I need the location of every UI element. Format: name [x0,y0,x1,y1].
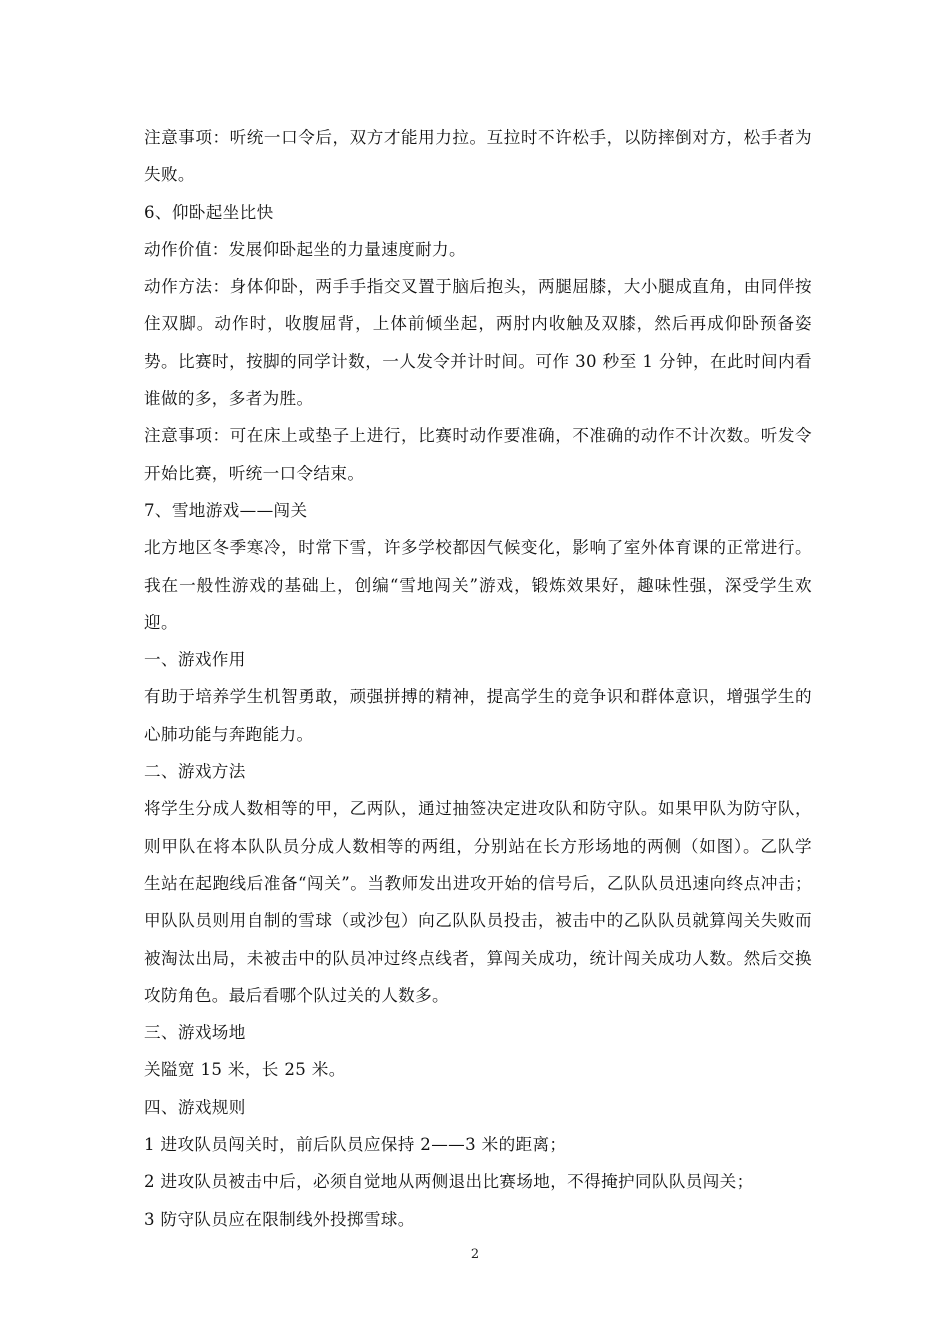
paragraph-game-purpose: 有助于培养学生机智勇敢，顽强拼搏的精神，提高学生的竞争识和群体意识，增强学生的心肺功能与奔跑能力。 [144,687,812,744]
subheading-game-field: 三、游戏场地 [144,1023,246,1043]
paragraph-notes-tug: 注意事项：听统一口令后，双方才能用力拉。互拉时不许松手，以防摔倒对方，松手者为失败。 [144,128,812,185]
paragraph-snow-intro: 北方地区冬季寒冷，时常下雪，许多学校都因气候变化，影响了室外体育课的正常进行。我在一般性游戏的基础上，创编“雪地闯关”游戏，锻炼效果好，趣味性强，深受学生欢迎。 [144,538,812,632]
subheading-game-method: 二、游戏方法 [144,762,246,782]
paragraph-action-method: 动作方法：身体仰卧，两手手指交叉置于脑后抱头，两腿屈膝，大小腿成直角，由同伴按住双脚。动作时，收腹屈背，上体前倾坐起，两肘内收触及双膝，然后再成仰卧预备姿势。比赛时，按脚的同学计数，一人发令并计时间。可作 30 秒至 1 分钟，在此时间内看谁做的多，多者为胜。 [144,277,812,409]
page-number: 2 [470,1247,480,1262]
paragraph-game-field: 关隘宽 15 米，长 25 米。 [144,1060,346,1080]
section-heading-snow-game: 7、雪地游戏——闯关 [144,500,308,520]
paragraph-notes-situp: 注意事项：可在床上或垫子上进行，比赛时动作要准确，不准确的动作不计次数。听发令开始比赛，听统一口令结束。 [144,426,812,483]
subheading-game-purpose: 一、游戏作用 [144,650,246,670]
rule-item-1: 1 进攻队员闯关时，前后队员应保持 2——3 米的距离； [144,1135,567,1155]
section-heading-situp-race: 6、仰卧起坐比快 [144,202,274,222]
subheading-game-rules: 四、游戏规则 [144,1097,246,1117]
document-body [144,119,812,1238]
rule-item-3: 3 防守队员应在限制线外投掷雪球。 [144,1209,415,1229]
rule-item-2: 2 进攻队员被击中后，必须自觉地从两侧退出比赛场地，不得掩护同队队员闯关； [144,1172,754,1192]
paragraph-game-method: 将学生分成人数相等的甲，乙两队，通过抽签决定进攻队和防守队。如果甲队为防守队，则甲队在将本队队员分成人数相等的两组，分别站在长方形场地的两侧（如图）。乙队学生站在起跑线后准备“闯关”。当教师发出进攻开始的信号后，乙队队员迅速向终点冲击；甲队队员则用自制的雪球（或沙包）向乙队队员投击，被击中的乙队队员就算闯关失败而被淘汰出局，未被击中的队员冲过终点线者，算闯关成功，统计闯关成功人数。然后交换攻防角色。最后看哪个队过关的人数多。 [144,799,812,1005]
paragraph-action-value: 动作价值：发展仰卧起坐的力量速度耐力。 [144,239,466,259]
